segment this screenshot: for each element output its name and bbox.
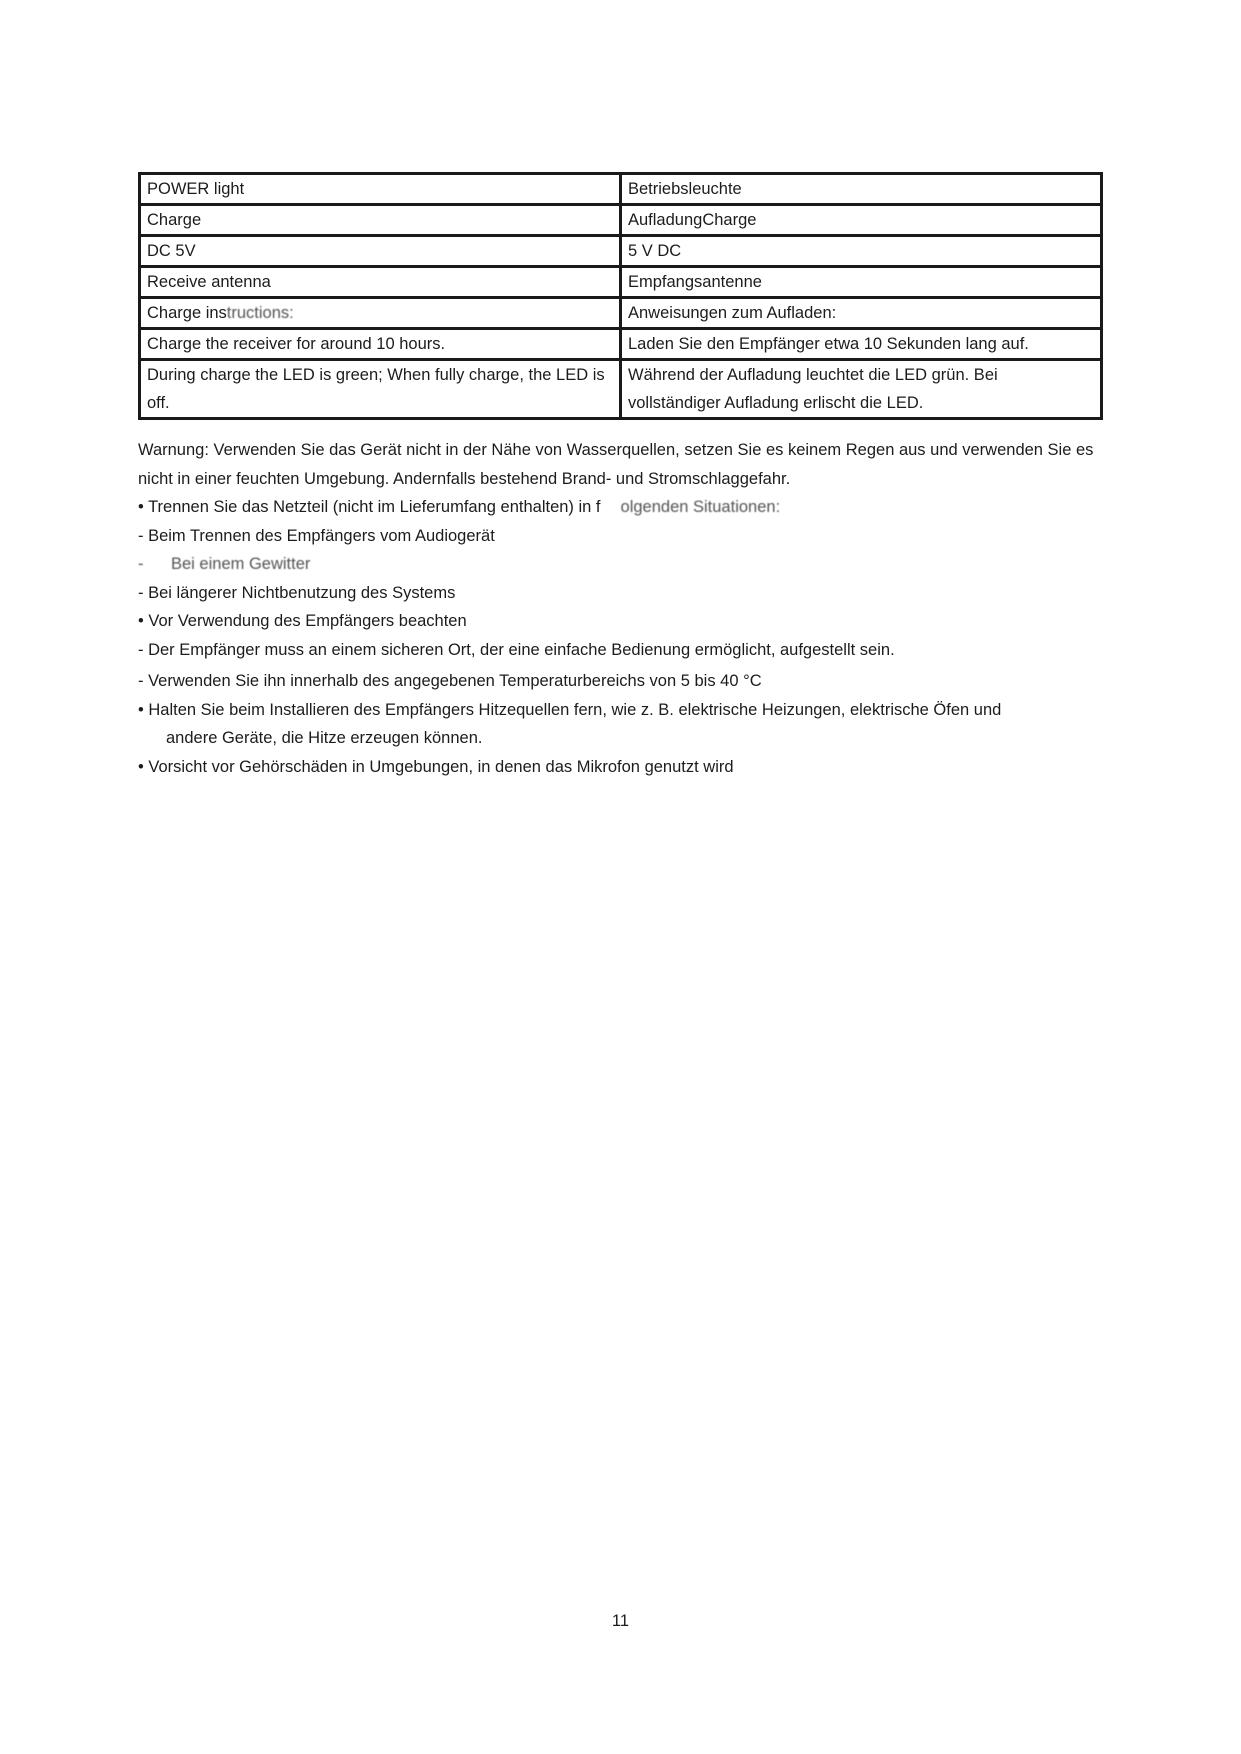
table-cell-de: Betriebsleuchte bbox=[621, 174, 1102, 205]
warning-item: - Beim Trennen des Empfängers vom Audiogerät bbox=[138, 526, 495, 545]
warning-item bbox=[138, 493, 1098, 522]
table-row bbox=[140, 205, 1102, 236]
table-row bbox=[140, 298, 1102, 329]
table-row bbox=[140, 267, 1102, 298]
warning-item: • Vorsicht vor Gehörschäden in Umgebungen, in denen das Mikrofon genutzt wird bbox=[138, 757, 734, 776]
table-row bbox=[140, 236, 1102, 267]
table-cell-de: AufladungCharge bbox=[621, 205, 1102, 236]
table-cell-en: DC 5V bbox=[140, 236, 621, 267]
cell-text: Charge ins bbox=[147, 304, 227, 322]
warning-item-text: • Trennen Sie das Netzteil (nicht im Lieferumfang enthalten) in f bbox=[138, 498, 601, 516]
page-number: 11 bbox=[611, 1612, 630, 1630]
table-cell-de: Anweisungen zum Aufladen: bbox=[621, 298, 1102, 329]
warning-item-continuation: andere Geräte, die Hitze erzeugen können. bbox=[166, 729, 483, 747]
warning-section bbox=[138, 436, 1098, 781]
table-cell-de: 5 V DC bbox=[621, 236, 1102, 267]
warning-item: - Bei längerer Nichtbenutzung des Systems bbox=[138, 583, 456, 602]
table-cell-de: Während der Aufladung leuchtet die LED grün. Bei vollständiger Aufladung erlischt die LED. bbox=[621, 360, 1102, 419]
warning-item-text-blurred: olgenden Situationen: bbox=[620, 498, 781, 516]
table-cell-en: Receive antenna bbox=[140, 267, 621, 298]
warning-paragraph: Warnung: Verwenden Sie das Gerät nicht in der Nähe von Wasserquellen, setzen Sie es keinem Regen aus und verwenden Sie es nicht in einer feuchten Umgebung. Andernfalls bestehend Brand- und Stromschlaggefahr. bbox=[138, 441, 1094, 488]
table-row bbox=[140, 174, 1102, 205]
table-cell-de: Laden Sie den Empfänger etwa 10 Sekunden lang auf. bbox=[621, 329, 1102, 360]
warning-item: • Halten Sie beim Installieren des Empfängers Hitzequellen fern, wie z. B. elektrische Heizungen, elektrische Öfen und bbox=[138, 700, 1002, 719]
table-cell-en: Charge the receiver for around 10 hours. bbox=[140, 329, 621, 360]
table-cell-de: Empfangsantenne bbox=[621, 267, 1102, 298]
warning-item: - Bei einem Gewitter bbox=[138, 555, 311, 573]
table-cell-en bbox=[140, 298, 621, 329]
table-cell-en: POWER light bbox=[140, 174, 621, 205]
warning-item: • Vor Verwendung des Empfängers beachten bbox=[138, 612, 467, 630]
table-cell-en: Charge bbox=[140, 205, 621, 236]
cell-text-blurred: tructions: bbox=[226, 304, 294, 322]
warning-item: - Der Empfänger muss an einem sicheren Ort, der eine einfache Bedienung ermöglicht, aufgestellt sein. bbox=[138, 640, 895, 659]
warning-item: - Verwenden Sie ihn innerhalb des angegebenen Temperaturbereichs von 5 bis 40 °C bbox=[138, 672, 762, 690]
table-row bbox=[140, 360, 1102, 419]
spec-table bbox=[138, 172, 1103, 420]
table-row bbox=[140, 329, 1102, 360]
table-cell-en: During charge the LED is green; When fully charge, the LED is off. bbox=[140, 360, 621, 419]
